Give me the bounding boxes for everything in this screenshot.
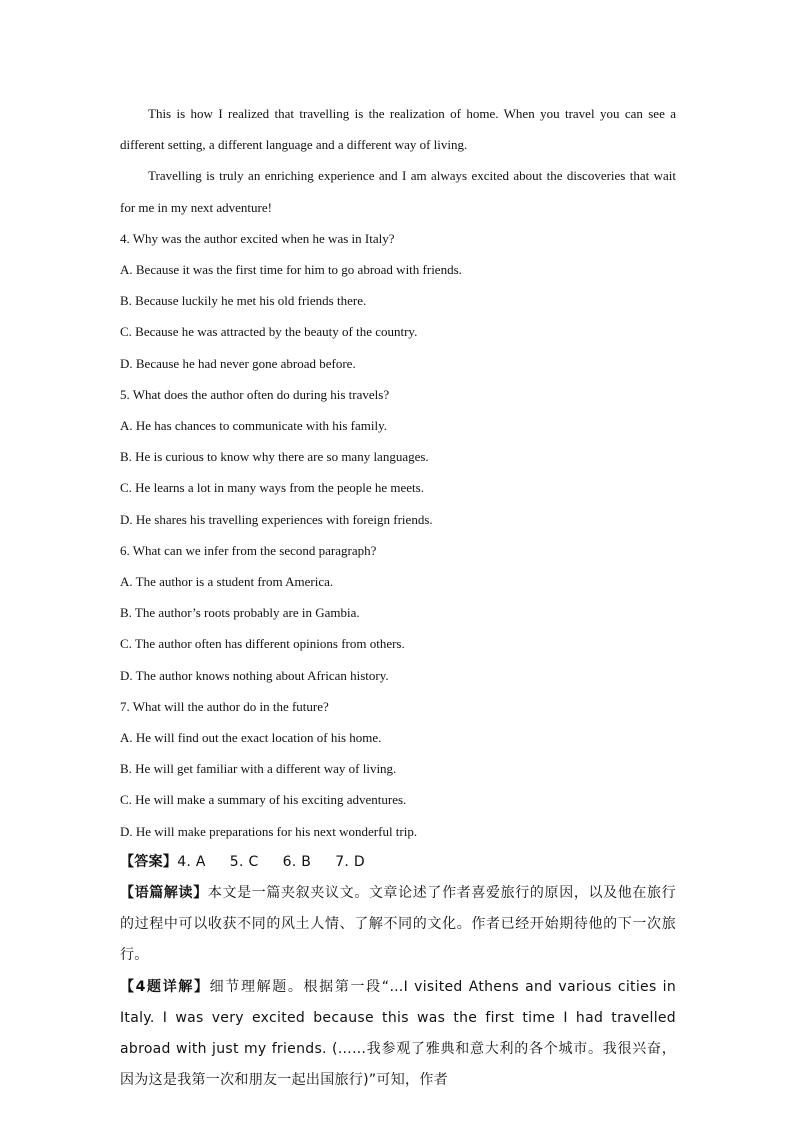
answer-item: 7. D [335,853,366,870]
answer-item: 5. C [229,853,259,870]
passage-paragraph-1: This is how I realized that travelling is the realization of home. When you travel you can see a different setting, a different language and a different way of living. [120,106,676,153]
question-4 [120,223,676,379]
option-d: D. Because he had never gone abroad before. [120,355,356,371]
question-stem: 6. What can we infer from the second paragraph? [120,542,377,558]
discourse-analysis [120,878,676,972]
document-page [120,98,676,1097]
option-c: C. He learns a lot in many ways from the people he meets. [120,480,424,496]
question-stem: 7. What will the author do in the future? [120,698,329,714]
option-b: B. Because luckily he met his old friends there. [120,293,367,309]
option-c: C. Because he was attracted by the beauty of the country. [120,324,418,340]
question-6 [120,535,676,691]
option-a: A. He has chances to communicate with his family. [120,418,388,434]
question-5 [120,379,676,535]
option-a: A. He will find out the exact location of his home. [120,730,382,746]
option-a: A. The author is a student from America. [120,574,334,590]
option-b: B. He will get familiar with a different way of living. [120,761,397,777]
answer-tag: 【答案】 [120,853,178,870]
option-a: A. Because it was the first time for him to go abroad with friends. [120,262,462,278]
question-7 [120,691,676,847]
detail-tag: 【4题详解】 [120,978,210,995]
analysis-text: 本文是一篇夹叙夹议文。文章论述了作者喜爱旅行的原因，以及他在旅行的过程中可以收获不同的风土人情、了解不同的文化。作者已经开始期待他的下一次旅行。 [120,885,676,964]
question-4-detail [120,972,676,1097]
analysis-tag: 【语篇解读】 [120,885,208,902]
answer-item: 6. B [282,853,312,870]
question-stem: 4. Why was the author excited when he was in Italy? [120,230,395,246]
passage-paragraph-2: Travelling is truly an enriching experience and I am always excited about the discoveries that wait for me in my next adventure! [120,168,676,215]
option-c: C. The author often has different opinions from others. [120,636,405,652]
option-d: D. He shares his travelling experiences with foreign friends. [120,511,433,527]
option-b: B. The author’s roots probably are in Gambia. [120,605,360,621]
option-d: D. He will make preparations for his next wonderful trip. [120,823,418,839]
question-stem: 5. What does the author often do during his travels? [120,386,390,402]
option-b: B. He is curious to know why there are so many languages. [120,449,429,465]
answer-key [120,847,676,878]
option-d: D. The author knows nothing about African history. [120,667,389,683]
detail-text: 细节理解题。根据第一段“…I visited Athens and various cities in Italy. I was very excited because this was the first time I had travelled abroad with just my friends. (……我参观了雅典和意大利的各个城市。我很兴奋，因为这是我第一次和朋友一起出国旅行)”可知，作者 [120,978,676,1089]
answer-item: 4. A [177,853,206,870]
option-c: C. He will make a summary of his exciting adventures. [120,792,407,808]
